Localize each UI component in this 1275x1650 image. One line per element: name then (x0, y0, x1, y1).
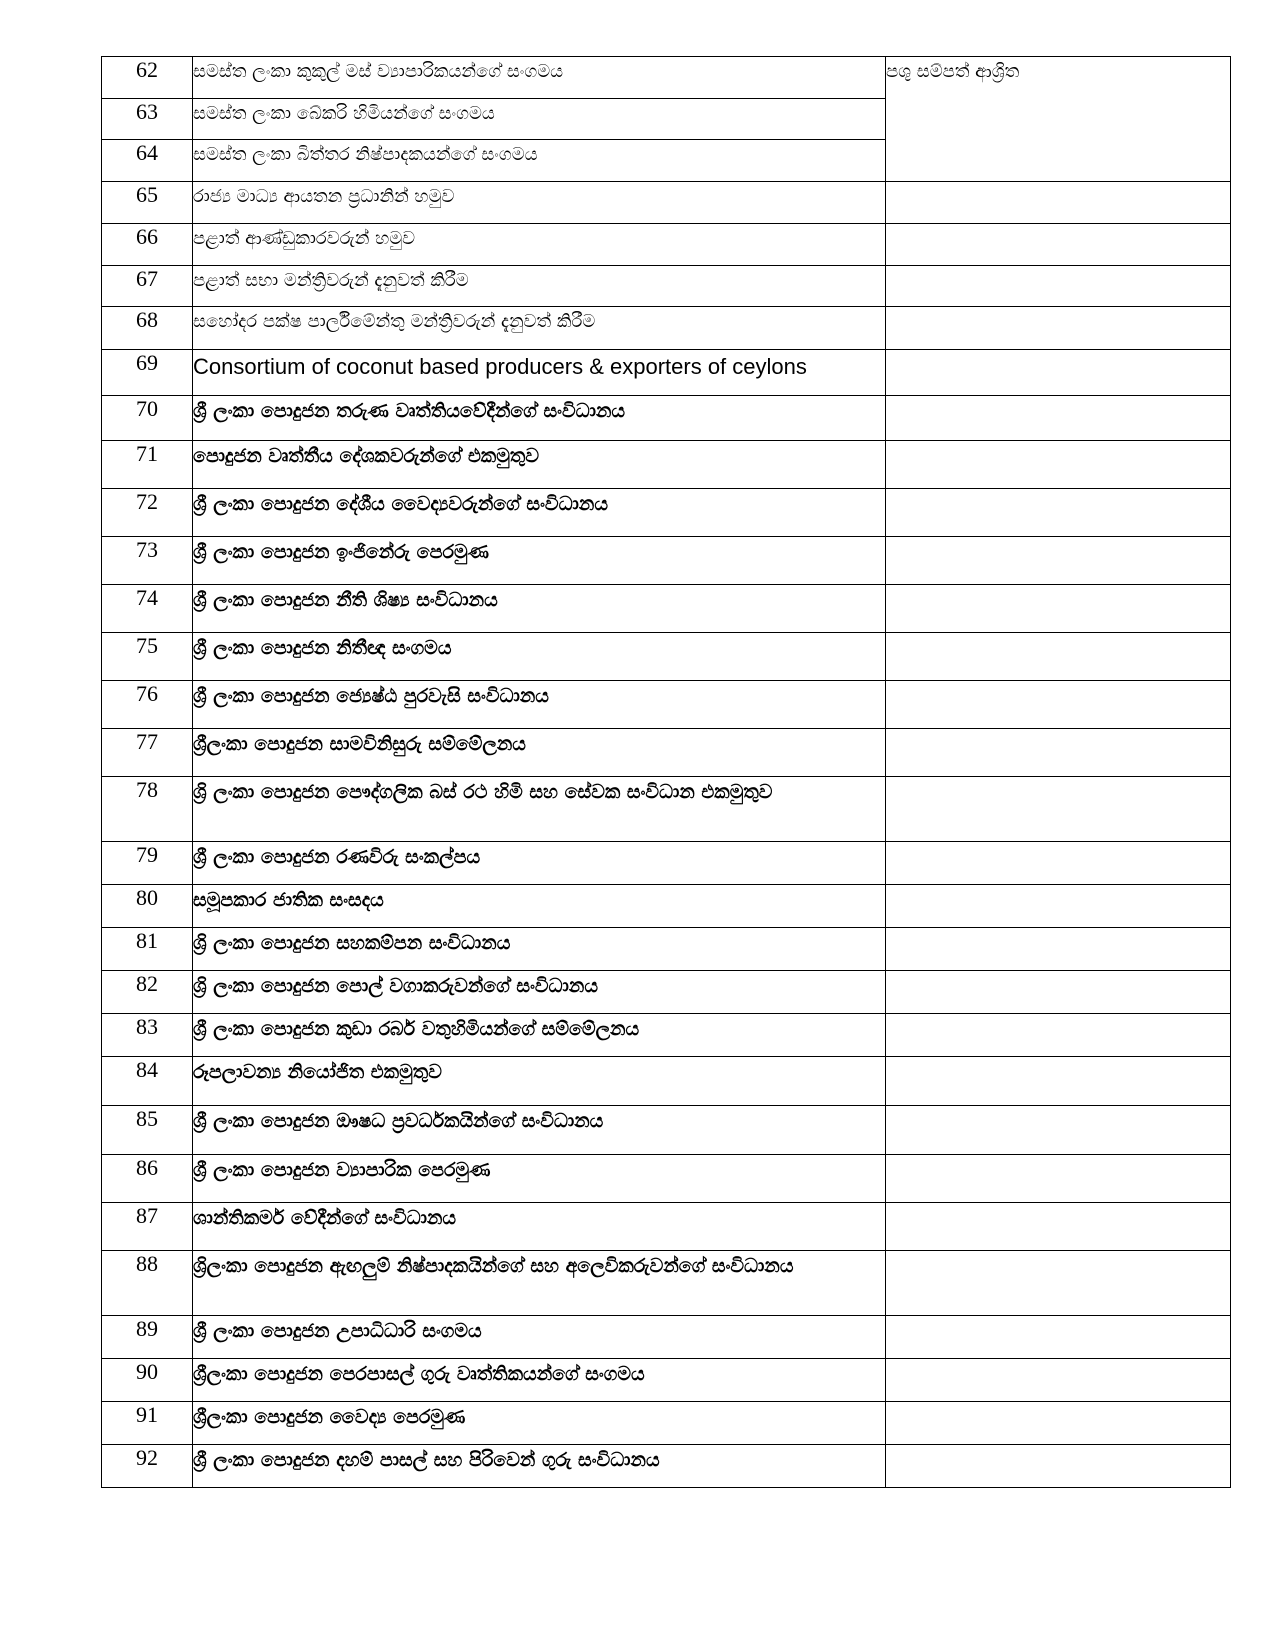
table-row (102, 266, 1231, 307)
organization-name: ශ්‍රි ලංකා පොදුජන පෞද්ගලික බස් රථ හිමි සහ සේවක සංවිධාන එකමුතුව (193, 777, 886, 842)
category-cell: පශු සම්පත් ආශ්‍රිත (886, 57, 1231, 182)
organization-name: සමස්ත ලංකා බිත්තර නිෂ්පාදකයන්ගේ සංගමය (193, 140, 886, 182)
category-cell (886, 1316, 1231, 1359)
category-cell (886, 729, 1231, 777)
row-number: 63 (102, 99, 193, 140)
row-number: 87 (102, 1203, 193, 1251)
row-number: 85 (102, 1106, 193, 1155)
row-number: 78 (102, 777, 193, 842)
organization-name: ශ්‍රී ලංකා පොදුජන ඖෂධ ප්‍රවර්ධකයින්ගේ සංවිධානය (193, 1106, 886, 1155)
table-row (102, 681, 1231, 729)
organizations-table (101, 56, 1231, 1488)
category-cell (886, 1014, 1231, 1057)
table-row (102, 633, 1231, 681)
category-cell (886, 266, 1231, 307)
row-number: 81 (102, 928, 193, 971)
category-cell (886, 842, 1231, 885)
table-row (102, 842, 1231, 885)
table-row (102, 307, 1231, 350)
organization-name: ශ්‍රීලංකා පොදුජන පෙරපාසල් ගුරු වෘත්තිකයන්ගේ සංගමය (193, 1359, 886, 1402)
category-cell (886, 971, 1231, 1014)
category-cell (886, 1402, 1231, 1445)
table-row (102, 885, 1231, 928)
table-row (102, 537, 1231, 585)
category-cell (886, 489, 1231, 537)
table-row (102, 1359, 1231, 1402)
organization-name: ශ්‍රි ලංකා පොදුජන සහකම්පන සංවිධානය (193, 928, 886, 971)
organization-name: ශ්‍රී ලංකා පොදුජන කුඩා රබර් වතුහිමියන්ගේ සම්මේලනය (193, 1014, 886, 1057)
organization-name: ශ්‍රිලංකා පොදුජන ඇඟලුම් නිෂ්පාදකයින්ගේ සහ අලෙවිකරුවන්ගේ සංවිධානය (193, 1251, 886, 1316)
category-cell (886, 681, 1231, 729)
category-cell (886, 585, 1231, 633)
organization-name: ශ්‍රීලංකා පොදුජන වෛද්‍ය පෙරමුණ (193, 1402, 886, 1445)
table-row (102, 1402, 1231, 1445)
table-row (102, 1203, 1231, 1251)
organization-name: පළාත් සභා මන්ත්‍රිවරුන් දැනුවත් කිරීම (193, 266, 886, 307)
category-cell (886, 350, 1231, 396)
row-number: 90 (102, 1359, 193, 1402)
row-number: 88 (102, 1251, 193, 1316)
row-number: 82 (102, 971, 193, 1014)
row-number: 79 (102, 842, 193, 885)
table-row (102, 350, 1231, 396)
table-row (102, 1155, 1231, 1203)
organization-name: ශ්‍රී ලංකා පොදුජන ජ්‍යෙෂ්ඨ පුරවැසි සංවිධානය (193, 681, 886, 729)
table-row (102, 585, 1231, 633)
row-number: 69 (102, 350, 193, 396)
row-number: 80 (102, 885, 193, 928)
category-cell (886, 777, 1231, 842)
organization-name: ශ්‍රී ලංකා පොදුජන දහම් පාසල් සහ පිරිවෙන් ගුරු සංවිධානය (193, 1445, 886, 1488)
row-number: 84 (102, 1057, 193, 1106)
row-number: 64 (102, 140, 193, 182)
category-cell (886, 441, 1231, 489)
table-row (102, 1251, 1231, 1316)
row-number: 71 (102, 441, 193, 489)
row-number: 77 (102, 729, 193, 777)
category-cell (886, 1057, 1231, 1106)
category-cell (886, 1445, 1231, 1488)
organization-name: ශාන්තිකර්ම වේදීන්ගේ සංවිධානය (193, 1203, 886, 1251)
table-row (102, 182, 1231, 224)
organization-name: රූපලාවන්‍ය නියෝජිත එකමුතුව (193, 1057, 886, 1106)
organization-name: ශ්‍රී ලංකා පොදුජන නිතීඥ සංගමය (193, 633, 886, 681)
category-cell (886, 1106, 1231, 1155)
organization-name: Consortium of coconut based producers & exporters of ceylons (193, 350, 886, 396)
organization-name: ශ්‍රී ලංකා පොදුජන ඉංජිනේරු පෙරමුණ (193, 537, 886, 585)
category-cell (886, 1251, 1231, 1316)
category-cell (886, 224, 1231, 266)
category-cell (886, 307, 1231, 350)
table-row (102, 57, 1231, 99)
row-number: 62 (102, 57, 193, 99)
category-cell (886, 1203, 1231, 1251)
row-number: 66 (102, 224, 193, 266)
row-number: 89 (102, 1316, 193, 1359)
table-row (102, 777, 1231, 842)
organization-name: පළාත් ආණ්ඩුකාරවරුන් හමුව (193, 224, 886, 266)
table-row (102, 971, 1231, 1014)
organization-name: රාජ්‍ය මාධ්‍ය ආයතන ප්‍රධානින් හමුව (193, 182, 886, 224)
table-row (102, 1057, 1231, 1106)
row-number: 67 (102, 266, 193, 307)
category-cell (886, 182, 1231, 224)
row-number: 75 (102, 633, 193, 681)
organization-name: ශ්‍රී ලංකා පොදුජන රණවිරු සංකල්පය (193, 842, 886, 885)
organization-name: ශ්‍රී ලංකා පොදුජන දේශීය වෛද්‍යවරුන්ගේ සංවිධානය (193, 489, 886, 537)
organization-name: ශ්‍රී ලංකා පොදුජන නීති ශිෂ්‍ය සංවිධානය (193, 585, 886, 633)
row-number: 65 (102, 182, 193, 224)
row-number: 70 (102, 396, 193, 441)
organization-name: සමස්ත ලංකා බේකරි හිමියන්ගේ සංගමය (193, 99, 886, 140)
category-cell (886, 633, 1231, 681)
row-number: 68 (102, 307, 193, 350)
row-number: 86 (102, 1155, 193, 1203)
organization-name: ශ්‍රි ලංකා පොදුජන පොල් වගාකරුවන්ගේ සංවිධානය (193, 971, 886, 1014)
table-row (102, 396, 1231, 441)
category-cell (886, 1359, 1231, 1402)
table-row (102, 1445, 1231, 1488)
organization-name: ශ්‍රීලංකා පොදුජන සාමවිනිසුරු සම්මේලනය (193, 729, 886, 777)
organization-name: සමස්ත ලංකා කුකුල් මස් ව්‍යාපාරිකයන්ගේ සංගමය (193, 57, 886, 99)
table-row (102, 224, 1231, 266)
row-number: 74 (102, 585, 193, 633)
organization-name: ශ්‍රී ලංකා පොදුජන ව්‍යාපාරික පෙරමුණ (193, 1155, 886, 1203)
row-number: 73 (102, 537, 193, 585)
table-row (102, 928, 1231, 971)
row-number: 83 (102, 1014, 193, 1057)
table-row (102, 1316, 1231, 1359)
row-number: 76 (102, 681, 193, 729)
category-cell (886, 928, 1231, 971)
table-row (102, 489, 1231, 537)
table-row (102, 1014, 1231, 1057)
category-cell (886, 885, 1231, 928)
organization-name: ශ්‍රී ලංකා පොදුජන තරුණ වෘත්තියවේදීන්ගේ සංවිධානය (193, 396, 886, 441)
organization-name: පොදුජන වෘත්තීය දේශකවරුන්ගේ එකමුතුව (193, 441, 886, 489)
row-number: 72 (102, 489, 193, 537)
table-row (102, 729, 1231, 777)
category-cell (886, 1155, 1231, 1203)
category-cell (886, 537, 1231, 585)
organization-name: ශ්‍රී ලංකා පොදුජන උපාධිධාරි සංගමය (193, 1316, 886, 1359)
organization-name: සහෝදර පක්ෂ පාර්ලිමේන්තු මන්ත්‍රිවරුන් දැනුවත් කිරීම (193, 307, 886, 350)
category-cell (886, 396, 1231, 441)
organization-name: සමූපකාර ජාතික සංසදය (193, 885, 886, 928)
row-number: 91 (102, 1402, 193, 1445)
table-row (102, 441, 1231, 489)
table-row (102, 1106, 1231, 1155)
row-number: 92 (102, 1445, 193, 1488)
